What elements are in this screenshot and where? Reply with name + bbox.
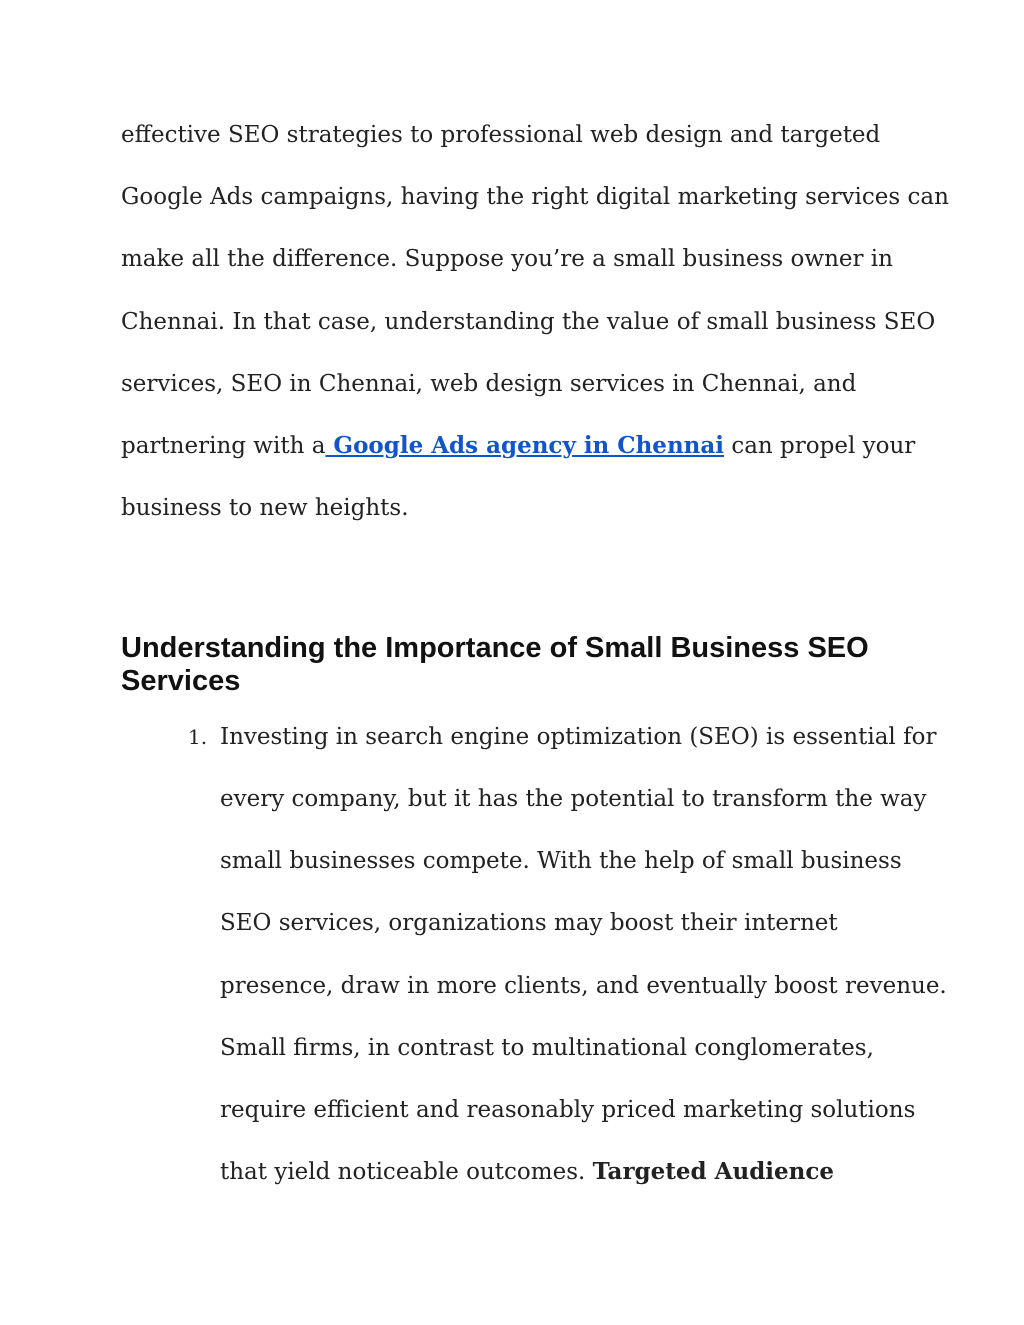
list-item-line-3: small businesses compete. With the help of small business <box>220 848 902 874</box>
intro-line-6-text-after: can propel your <box>724 433 916 459</box>
list-item-line-8 <box>220 1157 834 1187</box>
intro-line-7: business to new heights. <box>121 495 409 521</box>
intro-line-2: Google Ads campaigns, having the right digital marketing services can <box>121 184 949 210</box>
list-item-line-8-text: that yield noticeable outcomes. <box>220 1159 593 1185</box>
intro-line-6 <box>121 431 915 461</box>
intro-line-5: services, SEO in Chennai, web design services in Chennai, and <box>121 371 857 397</box>
intro-line-1: effective SEO strategies to professional web design and targeted <box>121 122 881 148</box>
intro-line-3: make all the difference. Suppose you’re a small business owner in <box>121 246 893 272</box>
list-item-line-6: Small firms, in contrast to multinational conglomerates, <box>220 1035 874 1061</box>
list-item-line-4: SEO services, organizations may boost their internet <box>220 910 838 936</box>
targeted-audience-bold-text: Targeted Audience <box>592 1158 835 1185</box>
list-item-line-1: Investing in search engine optimization (SEO) is essential for <box>220 724 937 750</box>
list-item-line-7: require efficient and reasonably priced marketing solutions <box>220 1097 916 1123</box>
google-ads-agency-link[interactable]: Google Ads agency in Chennai <box>325 432 725 459</box>
list-item-line-5: presence, draw in more clients, and eventually boost revenue. <box>220 973 947 999</box>
list-number: 1. <box>188 725 208 749</box>
intro-line-4: Chennai. In that case, understanding the value of small business SEO <box>121 309 936 335</box>
section-heading: Understanding the Importance of Small Business SEO Services <box>121 632 869 697</box>
intro-line-6-text-before: partnering with a <box>121 433 326 459</box>
list-item-line-2: every company, but it has the potential to transform the way <box>220 786 927 812</box>
